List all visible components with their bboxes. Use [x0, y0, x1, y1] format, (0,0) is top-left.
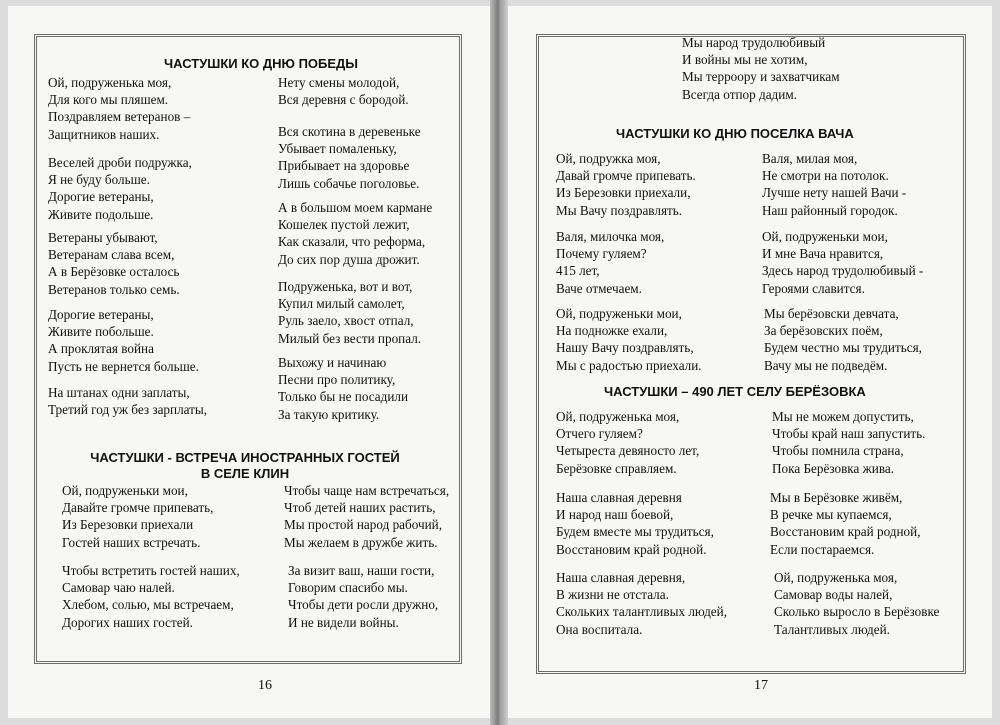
verse-line: Кошелек пустой лежит, [278, 217, 410, 233]
verse-line: Отчего гуляем? [556, 426, 643, 442]
stanza [278, 278, 421, 347]
stanza [556, 228, 664, 297]
verse-line: Здесь народ трудолюбивый - [762, 263, 924, 279]
verse-line: Я не буду больше. [48, 172, 150, 188]
verse-line: Живите побольше. [48, 324, 154, 340]
verse-line: Мы берёзовски девчата, [764, 306, 899, 321]
verse-line: Валя, милая моя, [762, 151, 858, 166]
verse-line: И народ наш боевой, [556, 507, 674, 523]
verse-line: Ветеранов только семь. [48, 281, 180, 297]
verse-line: Наш районный городок. [762, 202, 898, 218]
stanza [62, 482, 213, 551]
verse-line: Лишь собачье поголовье. [278, 175, 420, 191]
verse-line: Берёзовке справляем. [556, 460, 677, 476]
berezovka-title: ЧАСТУШКИ – 490 ЛЕТ СЕЛУ БЕРЁЗОВКА [604, 384, 866, 399]
stanza [62, 562, 240, 631]
stanza [48, 306, 199, 375]
stanza [48, 229, 180, 298]
verse-line: Ой, подруженьки мои, [762, 229, 888, 244]
verse-line: Ветераны убывают, [48, 230, 158, 245]
verse-line: Ветеранам слава всем, [48, 247, 175, 263]
verse-line: Пока Берёзовка жива. [772, 460, 895, 476]
verse-line: Самовар воды налей, [774, 587, 893, 603]
stanza [772, 408, 925, 477]
verse-line: Сколько выросло в Берёзовке [774, 604, 940, 620]
stanza [762, 228, 923, 297]
verse-line: Из Березовки приехали, [556, 185, 691, 201]
stanza [682, 34, 840, 103]
verse-line: И мне Вача нравится, [762, 246, 884, 262]
verse-line: И не видели войны. [288, 614, 399, 630]
title-line: В СЕЛЕ КЛИН [200, 466, 290, 481]
verse-line: Наша славная деревня [556, 490, 682, 505]
verse-line: Нету смены молодой, [278, 75, 400, 90]
verse-line: Ой, подружка моя, [556, 151, 661, 166]
verse-line: Чтоб детей наших растить, [284, 500, 436, 516]
verse-line: Выхожу и начинаю [278, 355, 387, 370]
stanza [278, 74, 409, 108]
verse-line: Для кого мы пляшем. [48, 92, 169, 108]
verse-line: Талантливых людей. [774, 621, 890, 637]
verse-line: Милый без вести пропал. [278, 330, 422, 346]
stanza [556, 305, 702, 374]
verse-line: Если постараемся. [770, 541, 875, 557]
verse-line: Гостей наших встречать. [62, 534, 201, 550]
verse-line: Мы терроору и захватчикам [682, 69, 840, 85]
stanza [288, 562, 438, 631]
verse-line: Третий год уж без зарплаты, [48, 402, 208, 418]
stanza [774, 569, 939, 638]
verse-line: Вся скотина в деревеньке [278, 124, 421, 139]
verse-line: Нашу Вачу поздравлять, [556, 340, 694, 356]
verse-line: В речке мы купаемся, [770, 507, 892, 523]
verse-line: На подножке ехали, [556, 323, 668, 339]
verse-line: Пусть не вернется больше. [48, 358, 199, 374]
verse-line: А проклятая война [48, 341, 154, 357]
verse-line: Чтобы край наш запустить. [772, 426, 926, 442]
verse-line: Защитников наших. [48, 126, 160, 142]
verse-line: Будем вместе мы трудиться, [556, 524, 714, 540]
stanza [278, 354, 408, 423]
verse-line: Мы с радостью приехали. [556, 357, 702, 373]
verse-line: Скольких талантливых людей, [556, 604, 728, 620]
stanza [48, 74, 190, 143]
verse-line: Из Березовки приехали [62, 517, 194, 533]
stanza [762, 150, 906, 219]
verse-line: Восстановим край родной. [556, 541, 707, 557]
stanza [770, 489, 921, 558]
verse-line: Всегда отпор дадим. [682, 86, 797, 102]
verse-line: Будем честно мы трудиться, [764, 340, 922, 356]
verse-line: Поздравляем ветеранов – [48, 109, 191, 125]
verse-line: Мы Вачу поздравлять. [556, 202, 683, 218]
stanza [48, 154, 192, 223]
verse-line: А в Берёзовке осталось [48, 264, 180, 280]
verse-line: Восстановим край родной, [770, 524, 921, 540]
verse-line: Хлебом, солью, мы встречаем, [62, 597, 234, 613]
verse-line: Она воспитала. [556, 621, 643, 637]
page-number: 16 [258, 678, 272, 693]
verse-line: Подруженька, вот и вот, [278, 279, 413, 294]
verse-line: Чтобы дети росли дружно, [288, 597, 439, 613]
verse-line: Мы не можем допустить, [772, 409, 914, 424]
verse-line: Лучше нету нашей Вачи - [762, 185, 907, 201]
verse-line: Говорим спасибо мы. [288, 580, 408, 596]
verse-line: Давай громче припевать. [556, 168, 696, 184]
verse-line: Прибывает на здоровье [278, 158, 410, 174]
stanza [556, 489, 714, 558]
victory-day-title: ЧАСТУШКИ КО ДНЮ ПОБЕДЫ [164, 56, 359, 71]
verse-line: Убывает помаленьку, [278, 141, 397, 157]
verse-line: Купил милый самолет, [278, 296, 405, 312]
verse-line: Песни про политику, [278, 372, 396, 388]
verse-line: А в большом моем кармане [278, 200, 433, 215]
verse-line: Четыреста девяносто лет, [556, 443, 700, 459]
verse-line: Руль заело, хвост отпал, [278, 313, 414, 329]
stanza [556, 408, 699, 477]
verse-line: За такую критику. [278, 406, 380, 422]
stanza [278, 199, 432, 268]
verse-line: Не смотри на потолок. [762, 168, 889, 184]
verse-line: Героями славится. [762, 280, 865, 296]
verse-line: Мы простой народ рабочий, [284, 517, 443, 533]
verse-line: Ой, подруженька моя, [48, 75, 172, 90]
stanza [764, 305, 922, 374]
foreign-guests-title [82, 450, 408, 482]
verse-line: На штанах одни заплаты, [48, 385, 190, 400]
verse-line: Ваче отмечаем. [556, 280, 642, 296]
verse-line: Дорогих наших гостей. [62, 614, 193, 630]
right-page [508, 6, 992, 718]
verse-line: Ой, подруженьки мои, [556, 306, 682, 321]
verse-line: Дорогие ветераны, [48, 307, 154, 322]
verse-line: Ой, подруженька моя, [556, 409, 680, 424]
verse-line: Веселей дроби подружка, [48, 155, 192, 170]
verse-line: Мы в Берёзовке живём, [770, 490, 903, 505]
verse-line: Живите подольше. [48, 206, 154, 222]
verse-line: Чтобы помнила страна, [772, 443, 904, 459]
verse-line: И войны мы не хотим, [682, 52, 808, 68]
page-number: 17 [754, 678, 768, 693]
verse-line: До сих пор душа дрожит. [278, 251, 420, 267]
verse-line: Ой, подруженьки мои, [62, 483, 188, 498]
stanza [284, 482, 449, 551]
verse-line: В жизни не отстала. [556, 587, 669, 603]
verse-line: Мы желаем в дружбе жить. [284, 534, 438, 550]
verse-line: За визит ваш, наши гости, [288, 563, 435, 578]
stanza [278, 123, 421, 192]
vacha-day-title: ЧАСТУШКИ КО ДНЮ ПОСЕЛКА ВАЧА [616, 126, 854, 141]
verse-line: 415 лет, [556, 263, 600, 279]
verse-line: Дорогие ветераны, [48, 189, 154, 205]
verse-line: Только бы не посадили [278, 389, 409, 405]
verse-line: Давайте громче припевать, [62, 500, 214, 516]
verse-line: Вачу мы не подведём. [764, 357, 888, 373]
stanza [556, 150, 696, 219]
verse-line: Почему гуляем? [556, 246, 647, 262]
verse-line: Наша славная деревня, [556, 570, 686, 585]
verse-line: Как сказали, что реформа, [278, 234, 426, 250]
title-line: ЧАСТУШКИ - ВСТРЕЧА ИНОСТРАННЫХ ГОСТЕЙ [90, 450, 400, 465]
verse-line: Мы народ трудолюбивый [682, 35, 826, 50]
verse-line: Валя, милочка моя, [556, 229, 665, 244]
verse-line: Самовар чаю налей. [62, 580, 175, 596]
verse-line: Вся деревня с бородой. [278, 92, 409, 108]
verse-line: Чтобы чаще нам встречаться, [284, 483, 450, 498]
left-page [8, 6, 490, 718]
verse-line: За берёзовских поём, [764, 323, 883, 339]
book-gutter [490, 0, 508, 725]
stanza [48, 384, 207, 418]
verse-line: Ой, подруженька моя, [774, 570, 898, 585]
verse-line: Чтобы встретить гостей наших, [62, 563, 240, 578]
stanza [556, 569, 727, 638]
